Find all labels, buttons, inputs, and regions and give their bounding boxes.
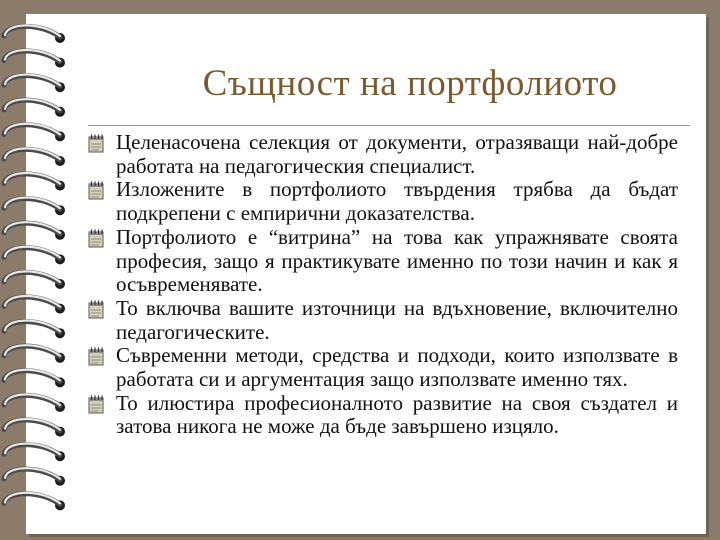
bullet-item: [86, 297, 678, 344]
bullet-item: [86, 392, 678, 439]
notepad-bullet-icon: [88, 134, 106, 153]
spiral-ring: [4, 444, 65, 462]
bullet-item: [86, 226, 678, 297]
bullet-item: [86, 178, 678, 225]
bullet-text: То илюстира професионалното развитие на своя създател и затова никога не може да бъде завършено изцяло.: [116, 390, 678, 439]
spiral-ring: [4, 50, 65, 68]
spiral-ring: [4, 25, 65, 43]
spiral-ring: [4, 296, 65, 314]
spiral-ring: [4, 468, 65, 486]
notepad-bullet-icon: [88, 181, 106, 200]
bullet-text: То включва вашите източници на вдъхновение, включително педагогическите.: [116, 295, 678, 344]
bullet-item: [86, 344, 678, 391]
notepad-bullet-icon: [88, 395, 106, 414]
spiral-ring: [4, 148, 65, 166]
notepad-bullet-icon: [88, 347, 106, 366]
bullet-list: [86, 131, 678, 439]
bullet-text: Портфолиото е “витрина” на това как упражнявате своята професия, защо я практикувате именно по този начин и как я осъвременявате.: [116, 224, 678, 297]
bullet-text: Целенасочена селекция от документи, отразяващи най-добре работата на педагогическия специалист.: [116, 130, 678, 178]
spiral-ring: [4, 75, 65, 93]
spiral-binding: [0, 0, 80, 540]
spiral-ring: [4, 99, 65, 117]
spiral-ring: [4, 394, 65, 412]
spiral-ring: [4, 247, 65, 265]
spiral-ring: [4, 124, 65, 142]
spiral-ring: [4, 198, 65, 216]
spiral-ring: [4, 370, 65, 388]
spiral-ring: [4, 321, 65, 339]
bullet-text: Изложените в портфолиото твърдения трябва да бъдат подкрепени с емпирични доказателства.: [116, 177, 678, 226]
spiral-ring: [4, 493, 65, 511]
spiral-ring: [4, 271, 65, 289]
spiral-ring: [4, 419, 65, 437]
notepad-bullet-icon: [88, 300, 106, 319]
bullet-item: [86, 131, 678, 178]
notepad-bullet-icon: [88, 229, 106, 248]
slide-title: Същност на портфолиото: [202, 63, 618, 104]
spiral-ring: [4, 345, 65, 363]
bullet-text: Съвременни методи, средства и подходи, които използвате в работата си и аргументация защо използвате именно тях.: [116, 343, 678, 392]
spiral-ring: [4, 173, 65, 191]
spiral-ring: [4, 222, 65, 240]
title-divider: [88, 125, 690, 126]
